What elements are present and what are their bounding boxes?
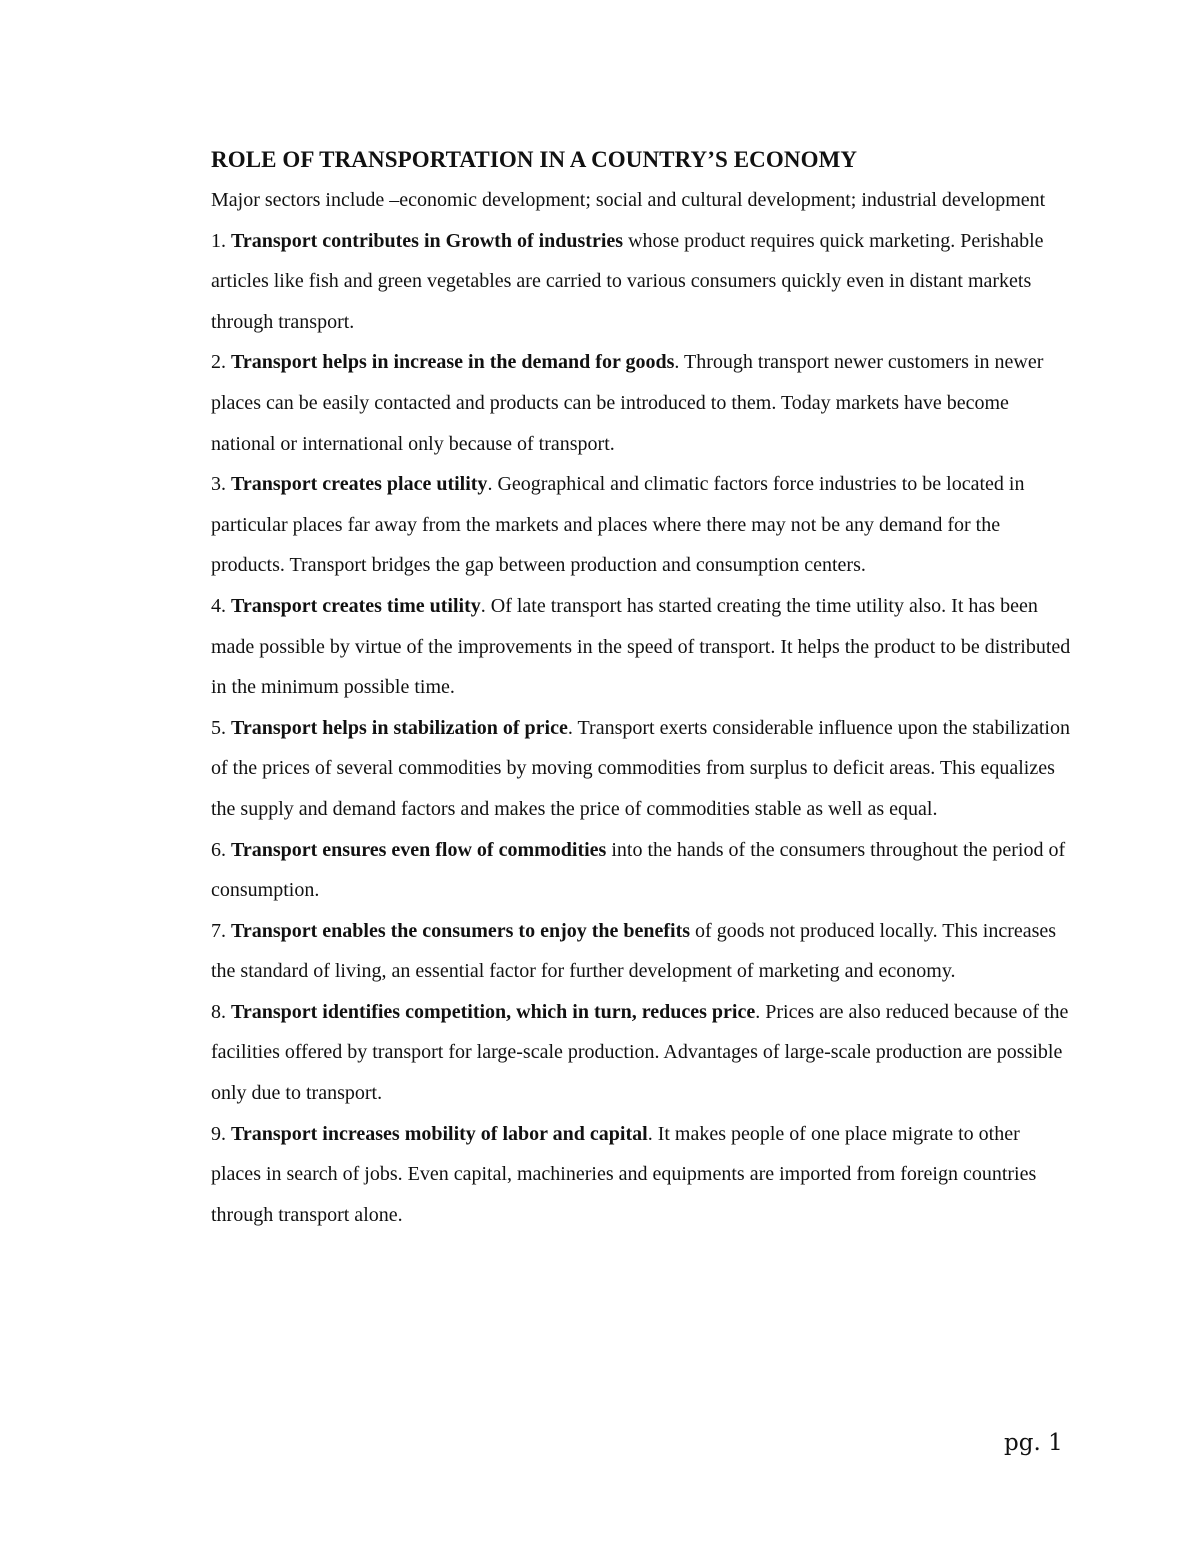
document-body [211,140,1071,1235]
point-number: 4. [211,594,226,617]
point-4 [211,586,1071,708]
point-1 [211,221,1071,343]
point-number: 5. [211,716,226,739]
point-9 [211,1114,1071,1236]
point-text: of goods not produced locally. This increases the standard of living, an essential factor for further development of marketing and economy. [211,919,1057,983]
point-3 [211,464,1071,586]
point-text: . Prices are also reduced because of the facilities offered by transport for large-scale production. Advantages of large-scale production are possible only due to transport. [211,1000,1069,1105]
point-heading: Transport enables the consumers to enjoy the benefits [231,919,691,942]
point-text: . Of late transport has started creating the time utility also. It has been made possible by virtue of the improvements in the speed of transport. It helps the product to be distributed in the minimum possible time. [211,594,1071,699]
point-text: . It makes people of one place migrate to other places in search of jobs. Even capital, machineries and equipments are imported from foreign countries through transport alone. [211,1122,1037,1226]
point-number: 8. [211,1000,226,1023]
point-number: 2. [211,351,226,374]
point-text: . Geographical and climatic factors force industries to be located in particular places far away from the markets and places where there may not be any demand for the products. Transport bridges the gap between production and consumption centers. [211,473,1025,577]
point-heading: Transport creates time utility [231,594,481,617]
point-6 [211,830,1071,911]
point-number: 7. [211,919,226,942]
point-text: whose product requires quick marketing. Perishable articles like fish and green vegetables are carried to various consumers quickly even in distant markets through transport. [211,229,1044,333]
page-number: pg. 1 [1004,1430,1063,1456]
point-text: . Transport exerts considerable influence upon the stabilization of the prices of several commodities by moving commodities from surplus to deficit areas. This equalizes the supply and demand factors and makes the price of commodities stable as well as equal. [211,716,1070,820]
point-7 [211,911,1071,992]
point-heading: Transport identifies competition, which in turn, reduces price [231,1000,756,1023]
point-heading: Transport contributes in Growth of industries [231,229,624,252]
point-heading: Transport ensures even flow of commodities [231,838,607,861]
point-heading: Transport creates place utility [231,473,488,496]
point-number: 1. [211,229,226,252]
point-heading: Transport helps in increase in the demand for goods [231,351,675,374]
point-text: . Through transport newer customers in newer places can be easily contacted and products can be introduced to them. Today markets have become national or international only because of transport. [211,351,1044,455]
point-heading: Transport increases mobility of labor and capital [231,1122,648,1145]
point-number: 3. [211,473,226,496]
point-number: 9. [211,1122,226,1145]
intro-paragraph: Major sectors include –economic development; social and cultural development; industrial development [211,189,1046,211]
point-text: into the hands of the consumers throughout the period of consumption. [211,838,1066,902]
point-8 [211,992,1071,1114]
point-2 [211,342,1071,464]
point-heading: Transport helps in stabilization of price [231,716,568,739]
document-title: ROLE OF TRANSPORTATION IN A COUNTRY’S ECONOMY [211,147,858,172]
point-number: 6. [211,838,226,861]
point-5 [211,708,1071,830]
